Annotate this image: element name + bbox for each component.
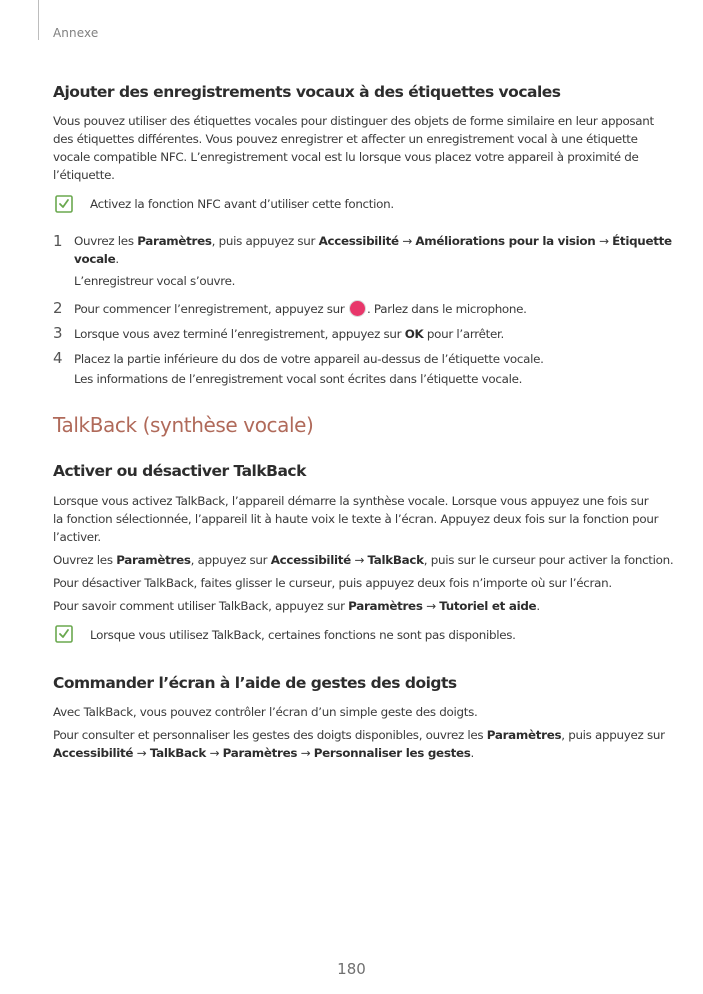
step-text-run: Ouvrez les <box>74 234 138 248</box>
step-text-run: . <box>115 252 119 266</box>
vision-enhancements-link: Améliorations pour la vision <box>415 234 596 248</box>
talkback-link: TalkBack <box>149 746 207 760</box>
step-text-run: pour l’arrêter. <box>423 327 504 341</box>
gestures-customize-para <box>53 726 665 762</box>
step-text-line: Les informations de l’enregistrement vocal sont écrites dans l’étiquette vocale. <box>74 372 523 386</box>
arrow: → <box>206 746 223 760</box>
arrow: → <box>350 553 368 567</box>
step-4-text <box>74 350 634 388</box>
para-run: Pour consulter et personnaliser les gestes des doigts disponibles, ouvrez les <box>53 728 487 742</box>
step-text-run: . Parlez dans le microphone. <box>366 302 527 316</box>
para-run: Ouvrez les <box>53 553 117 567</box>
arrow: → <box>133 746 150 760</box>
para-run: , appuyez sur <box>190 553 271 567</box>
page-number: 180 <box>337 960 366 978</box>
voice-tags-note: Activez la fonction NFC avant d’utiliser cette fonction. <box>90 197 394 211</box>
settings-link: Paramètres <box>348 599 423 613</box>
step-text-line: Placez la partie inférieure du dos de votre appareil au-dessus de l’étiquette vocale. <box>74 352 544 366</box>
settings-link: Paramètres <box>116 553 191 567</box>
step-2-text <box>74 300 634 318</box>
para-run: , puis appuyez sur <box>561 728 665 742</box>
step-text-run: Pour commencer l’enregistrement, appuyez sur <box>74 302 348 316</box>
voice-label-link: Étiquette <box>612 234 672 248</box>
voice-tags-intro <box>53 112 654 184</box>
talkback-toggle-heading: Activer ou désactiver TalkBack <box>53 462 306 480</box>
talkback-tutorial-para <box>53 597 643 615</box>
step-text-run: Lorsque vous avez terminé l’enregistrement, appuyez sur <box>74 327 405 341</box>
customize-gestures-link: Personnaliser les gestes <box>313 746 471 760</box>
step-number: 2 <box>53 299 63 317</box>
ok-label: OK <box>404 327 424 341</box>
arrow: → <box>595 234 613 248</box>
note-check-icon <box>55 195 73 213</box>
gestures-heading: Commander l’écran à l’aide de gestes des doigts <box>53 674 457 692</box>
talkback-link: TalkBack <box>367 553 424 567</box>
settings-link: Paramètres <box>137 234 212 248</box>
talkback-disable-para: Pour désactiver TalkBack, faites glisser le curseur, puis appuyez deux fois n’importe où sur l’écran. <box>53 576 612 590</box>
settings-link: Paramètres <box>222 746 298 760</box>
step-1-sub: L’enregistreur vocal s’ouvre. <box>74 274 236 288</box>
step-number: 3 <box>53 324 63 342</box>
voice-tags-heading: Ajouter des enregistrements vocaux à des étiquettes vocales <box>53 83 561 101</box>
record-button-icon <box>349 300 366 317</box>
note-check-icon <box>55 625 73 643</box>
arrow: → <box>422 599 440 613</box>
gestures-intro: Avec TalkBack, vous pouvez contrôler l’écran d’un simple geste des doigts. <box>53 705 478 719</box>
voice-tags-intro-line: Vous pouvez utiliser des étiquettes vocales pour distinguer des objets de forme similaire en leur apposant <box>53 114 654 128</box>
talkback-intro-line: l’activer. <box>53 530 101 544</box>
para-run: . <box>470 746 475 760</box>
header-divider <box>38 0 39 40</box>
voice-tags-intro-line: vocale compatible NFC. L’enregistrement vocal est lu lorsque vous placez votre appareil à proximité de <box>53 150 639 164</box>
arrow: → <box>398 234 416 248</box>
step-text-run: , puis appuyez sur <box>211 234 319 248</box>
step-number: 1 <box>53 232 63 250</box>
talkback-intro-line: la fonction sélectionnée, l’appareil lit à haute voix le texte à l’écran. Appuyez deux fois sur la fonction pour <box>53 512 659 526</box>
settings-link: Paramètres <box>486 728 562 742</box>
talkback-note: Lorsque vous utilisez TalkBack, certaines fonctions ne sont pas disponibles. <box>90 628 516 642</box>
accessibility-link: Accessibilité <box>53 746 134 760</box>
voice-tags-intro-line: des étiquettes différentes. Vous pouvez enregistrer et affecter un enregistrement vocal à une étiquette <box>53 132 638 146</box>
talkback-enable-para <box>53 551 674 569</box>
step-number: 4 <box>53 349 63 367</box>
accessibility-link: Accessibilité <box>318 234 399 248</box>
arrow: → <box>297 746 314 760</box>
header-section-label: Annexe <box>53 26 99 40</box>
talkback-heading: TalkBack (synthèse vocale) <box>53 413 314 437</box>
talkback-intro <box>53 492 659 546</box>
talkback-intro-line: Lorsque vous activez TalkBack, l’appareil démarre la synthèse vocale. Lorsque vous appuyez une fois sur <box>53 494 649 508</box>
para-run: Pour savoir comment utiliser TalkBack, appuyez sur <box>53 599 349 613</box>
step-1-text <box>74 232 672 290</box>
para-run: . <box>536 599 540 613</box>
voice-tags-intro-line: l’étiquette. <box>53 168 115 182</box>
step-3-text <box>74 325 634 343</box>
tutorial-link: Tutoriel et aide <box>439 599 537 613</box>
accessibility-link: Accessibilité <box>270 553 351 567</box>
para-run: , puis sur le curseur pour activer la fonction. <box>423 553 674 567</box>
voice-label-link: vocale <box>74 252 116 266</box>
